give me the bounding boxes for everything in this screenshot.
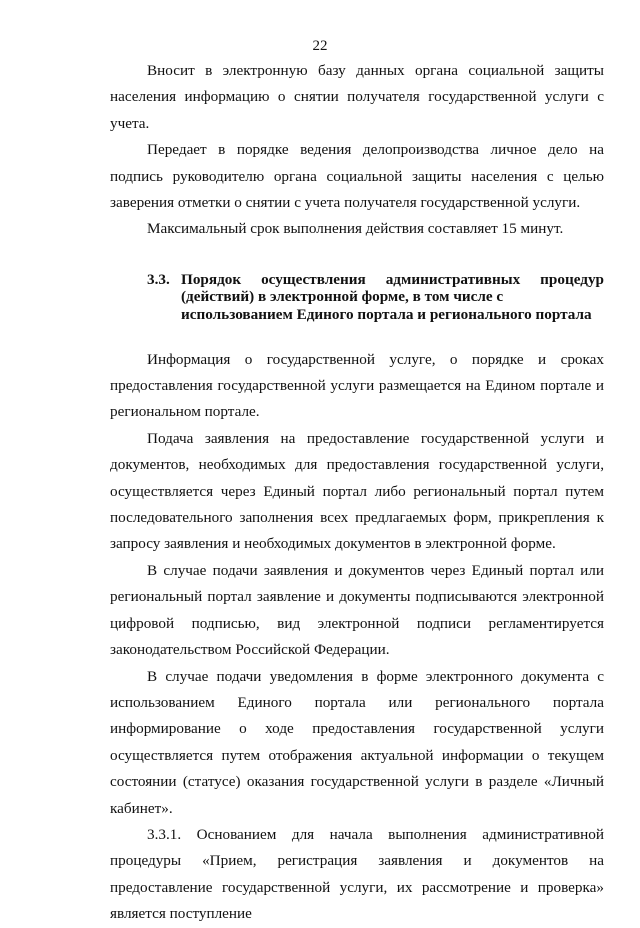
section-body: [110, 347, 604, 928]
section-heading-text-main: Порядок осуществления административных процедур (действий) в электронной форме, в том числе с: [181, 270, 604, 306]
paragraph-max-time: Максимальный срок выполнения действия составляет 15 минут.: [147, 220, 564, 238]
paragraph-application-submission: Подача заявления на предоставление государственной услуги и документов, необходимых для предоставления государственной услуги, осуществляется через Единый портал либо региональный портал путем последовательного заполнения всех предлагаемых форм, прикрепления к запросу заявления и необходимых документов в электронной форме.: [110, 429, 604, 553]
paragraph-subsection-3-3-1: 3.3.1. Основанием для начала выполнения административной процедуры «Прием, регистрация заявления и документов на предоставление государственной услуги, их рассмотрение и проверка» является поступление: [110, 825, 604, 923]
paragraph-data-entry: Вносит в электронную базу данных органа социальной защиты населения информацию о снятии получателя государственной услуги с учета.: [110, 62, 604, 132]
paragraph-notification-status: В случае подачи уведомления в форме электронного документа с использованием Единого портала или регионального портала информирование о ходе предоставления государственной услуги осуществляется путем отображения актуальной информации о текущем состоянии (статусе) оказания государственной услуги в разделе «Личный кабинет».: [110, 667, 604, 817]
page-number: 22: [312, 38, 328, 54]
paragraph-service-info: Информация о государственной услуге, о порядке и сроках предоставления государственной услуги размещается на Едином портале и региональном портале.: [110, 350, 604, 421]
section-heading-text: [181, 271, 604, 324]
paragraph-digital-signature: В случае подачи заявления и документов через Единый портал или региональный портал заявление и документы подписываются электронной цифровой подписью, вид электронной подписи регламентируется законодательством Российской Федерации.: [110, 561, 604, 659]
section-heading: [110, 271, 604, 324]
paragraph-personal-file: Передает в порядке ведения делопроизводства личное дело на подпись руководителю органа социальной защиты населения с целью заверения отметки о снятии с учета получателя государственной услуги.: [110, 141, 604, 212]
section-heading-text-last: использованием Единого портала и регионального портала: [181, 306, 592, 324]
document-body: [110, 58, 604, 928]
section-heading-number: 3.3.: [147, 270, 170, 288]
